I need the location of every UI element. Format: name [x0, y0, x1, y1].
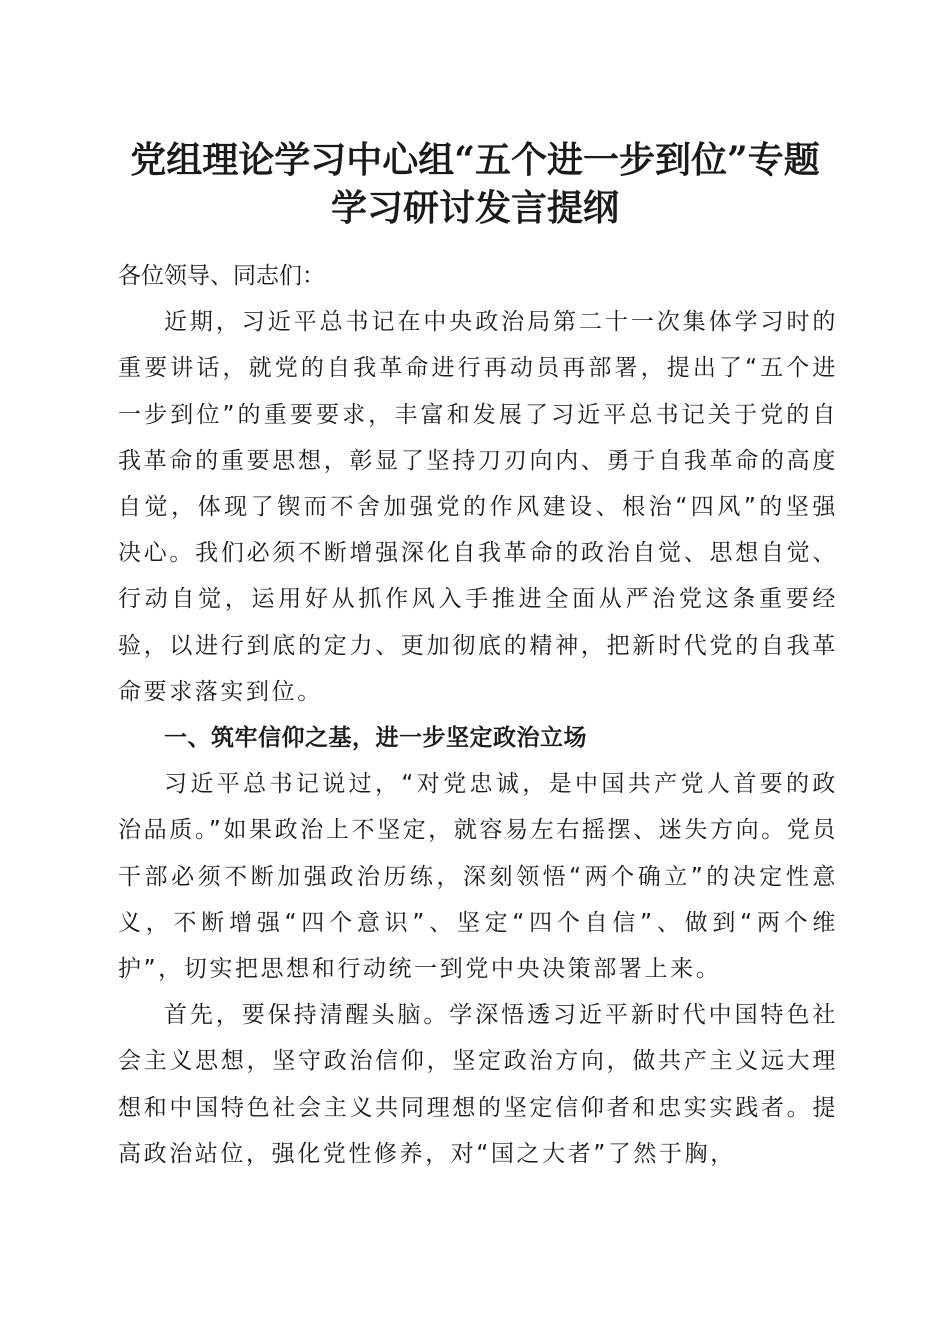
paragraph-section-1: 习近平总书记说过，“对党忠诚，是中国共产党人首要的政治品质。”如果政治上不坚定，就容易左右摇摆、迷失方向。党员干部必须不断加强政治历练，深刻领悟“两个确立”的决定性意义，不断增强“四个意识”、坚定“四个自信”、做到“两个维护”，切实把思想和行动统一到党中央决策部署上来。	[118, 771, 838, 983]
document-body	[118, 253, 838, 1177]
section-heading-1: 一、筑牢信仰之基，进一步坚定政治立场	[164, 725, 587, 752]
paragraph-intro: 近期，习近平总书记在中央政治局第二十一次集体学习时的重要讲话，就党的自我革命进行再动员再部署，提出了“五个进一步到位”的重要要求，丰富和发展了习近平总书记关于党的自我革命的重要思想，彰显了坚持刀刃向内、勇于自我革命的高度自觉，体现了锲而不舍加强党的作风建设、根治“四风”的坚强决心。我们必须不断增强深化自我革命的政治自觉、思想自觉、行动自觉，运用好从抓作风入手推进全面从严治党这条重要经验，以进行到底的定力、更加彻底的精神，把新时代党的自我革命要求落实到位。	[118, 309, 838, 705]
document-title-line-2: 学习研讨发言提纲	[330, 187, 619, 229]
greeting: 各位领导、同志们：	[118, 263, 325, 289]
document-title-line-1: 党组理论学习中心组“五个进一步到位”专题	[130, 139, 820, 181]
paragraph-first-point: 首先，要保持清醒头脑。学深悟透习近平新时代中国特色社会主义思想，坚守政治信仰，坚定政治方向，做共产主义远大理想和中国特色社会主义共同理想的坚定信仰者和忠实实践者。提高政治站位，强化党性修养，对“国之大者”了然于胸，	[118, 1002, 838, 1167]
